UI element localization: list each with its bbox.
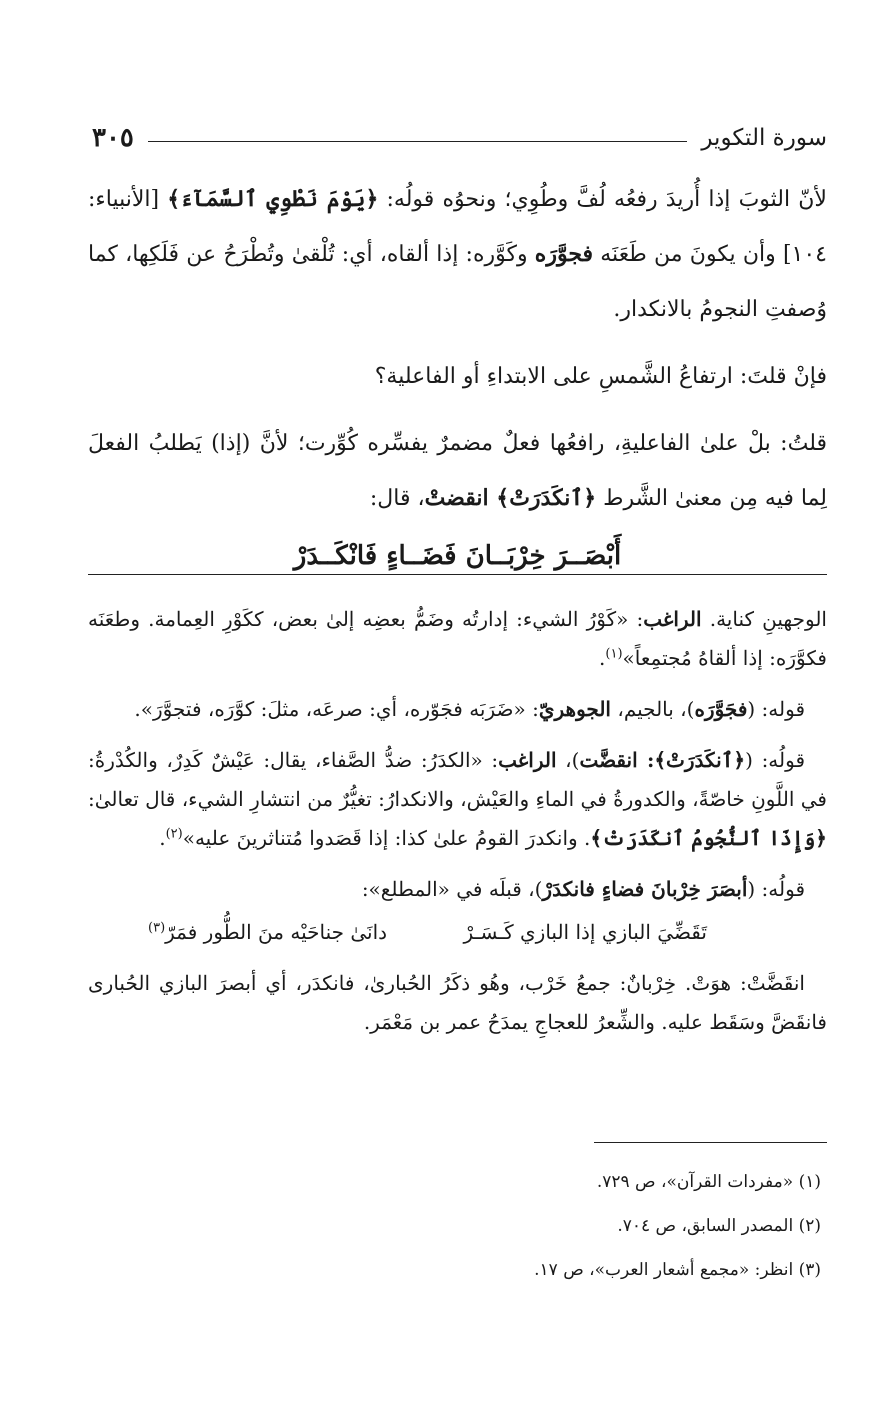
header-rule xyxy=(148,141,687,142)
quran-verse: ﴿وَإِذَا ٱلنُّجُومُ ٱنكَدَرَتْ﴾ xyxy=(590,826,827,850)
main-paragraph-2: فإنْ قلتَ: ارتفاعُ الشَّمسِ على الابتداءِ أو الفاعلية؟ xyxy=(374,364,827,389)
footnote: (١) «مفردات القرآن»، ص ٧٢٩. xyxy=(596,1172,821,1192)
footnote-ref: (٣) xyxy=(148,920,166,936)
commentary-paragraph-4: قولُه: (أبصَرَ خِرْبانَ فضاءٍ فانكدَرْ)، قبلَه في «المطلع»: xyxy=(361,877,805,901)
footnote-ref: (١) xyxy=(605,646,623,662)
surah-title: سورة التكوير xyxy=(701,125,827,151)
commentary-paragraph-1: الوجهينِ كناية. الراغب: «كَوْرُ الشيء: إدارتُه وضَمُّ بعضِه إلىٰ بعض، ككَوْرِ العِمامة. وطعَنَه فكوَّرَه: إذا ألقاهُ مُجتمِعاً»$^{(١)}$. xyxy=(88,607,827,670)
commentary-paragraph-3: قولُه: (﴿ٱنكَدَرَتْ﴾: انقضَّت)، الراغب: «الكدَرُ: ضدُّ الصَّفاء، يقال: عَيْشٌ كَدِرٌ، والكُدْرةُ: في اللَّونِ خاصّةً، والكدورةُ في الماءِ والعَيْش، والانكدارُ: تغيُّرٌ من انتشارِ الشيء، قال تعالىٰ: ﴿وَإِذَا ٱلنُّجُومُ ٱنكَدَرَتْ﴾. وانكدرَ القومُ علىٰ كذا: إذا قَصَدوا مُتناثرينَ عليه»$^{(٢)}$. xyxy=(88,748,827,850)
section-divider xyxy=(88,574,827,575)
footnote: (٢) المصدر السابق، ص ٧٠٤. xyxy=(617,1216,821,1236)
footnote-ref: (٢) xyxy=(165,826,183,842)
poem-line: أَبْصَــرَ خِرْبَــانَ فَضَــاءٍ فَانْكَــدَرْ xyxy=(293,541,622,571)
poem-hemistich-second: دانَىٰ جناحَيْه منَ الطُّور فمَرّ$^{(٣)}$ xyxy=(148,920,388,944)
main-paragraph-3: قلتُ: بلْ علىٰ الفاعليةِ، رافعُها فعلٌ مضمرٌ يفسِّره كُوِّرت؛ لأنَّ (إذا) يَطلبُ الفعلَ لِما فيه مِن معنىٰ الشَّرط ﴿ٱنكَدَرَتْ﴾ انقضتْ، قال: xyxy=(88,431,827,511)
page-number: ٣٠٥ xyxy=(92,123,134,153)
poem-verse xyxy=(88,913,827,952)
commentary-text xyxy=(88,600,827,1042)
main-text xyxy=(88,172,827,582)
main-paragraph-1: لأنّ الثوبَ إذا أُريدَ رفعُه لُفَّ وطُوِي؛ ونحوُه قولُه: ﴿يَوْمَ نَطْوِي ٱلسَّمَآءَ﴾ [الأنبياء: ١٠٤] وأن يكونَ من طَعَنَه فجوَّرَه وكَوَّره: إذا ألقاه، أي: تُلْقىٰ وتُطْرَحُ عن فَلَكِها، كما وُصفتِ النجومُ بالانكدار. xyxy=(88,186,827,322)
footnote: (٣) انظر: «مجمع أشعار العرب»، ص ١٧. xyxy=(534,1260,821,1280)
poem-hemistich-first: تَقَضِّيَ البازي إذا البازي كَـسَـرْ xyxy=(463,920,707,944)
commentary-paragraph-5: انقَضَّتْ: هوَتْ. خِرْبانٌ: جمعُ خَرْب، وهُو ذكَرُ الحُبارىٰ، فانكدَر، أي أبصرَ البازي الحُبارى فانقَضَّ وسَقَط عليه. والشِّعرُ للعجاجِ يمدَحُ عمر بن مَعْمَر. xyxy=(88,971,827,1034)
quran-verse: ﴿ٱنكَدَرَتْ﴾ xyxy=(496,485,597,511)
commentary-paragraph-2: قوله: (فجَوَّرَه)، بالجيم، الجوهريّ: «ضَرَبَه فجَوّره، أي: صرعَه، مثلَ: كوَّرَه، فتجوَّرَ». xyxy=(134,697,805,721)
page-header xyxy=(92,118,827,158)
quran-verse: ﴿يَوْمَ نَطْوِي ٱلسَّمَآءَ﴾ xyxy=(167,186,379,212)
footnote-rule xyxy=(594,1142,827,1143)
footnotes xyxy=(90,1160,821,1292)
